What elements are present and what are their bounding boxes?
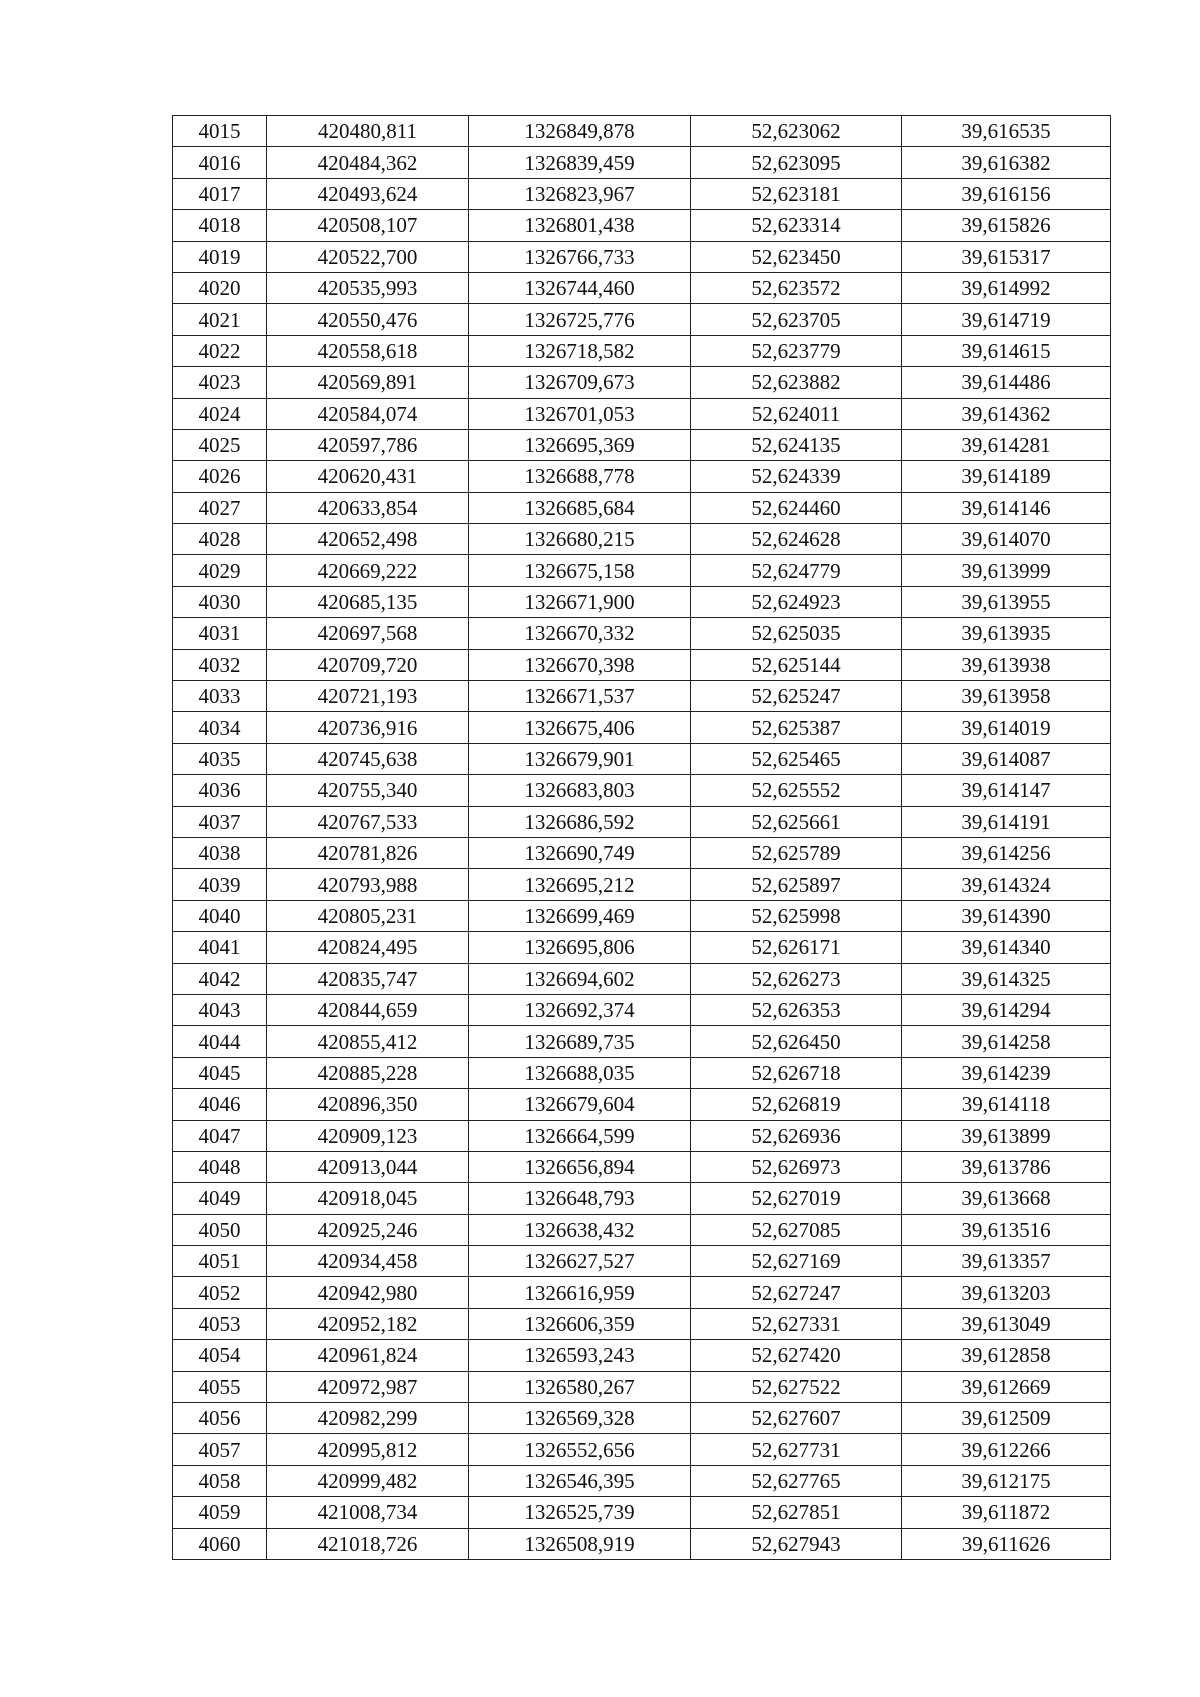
longitude-cell: 39,613899 bbox=[902, 1120, 1111, 1151]
latitude-cell: 52,623450 bbox=[691, 241, 902, 272]
y-coordinate-cell: 1326606,359 bbox=[469, 1308, 691, 1339]
y-coordinate-cell: 1326744,460 bbox=[469, 272, 691, 303]
y-coordinate-cell: 1326766,733 bbox=[469, 241, 691, 272]
table-row bbox=[173, 1434, 1111, 1465]
longitude-cell: 39,614325 bbox=[902, 963, 1111, 994]
latitude-cell: 52,625998 bbox=[691, 900, 902, 931]
x-coordinate-cell: 420855,412 bbox=[267, 1026, 469, 1057]
point-number-cell: 4052 bbox=[173, 1277, 267, 1308]
point-number-cell: 4049 bbox=[173, 1183, 267, 1214]
point-number-cell: 4048 bbox=[173, 1151, 267, 1182]
table-row bbox=[173, 712, 1111, 743]
y-coordinate-cell: 1326638,432 bbox=[469, 1214, 691, 1245]
x-coordinate-cell: 420982,299 bbox=[267, 1403, 469, 1434]
point-number-cell: 4055 bbox=[173, 1371, 267, 1402]
x-coordinate-cell: 420793,988 bbox=[267, 869, 469, 900]
longitude-cell: 39,616156 bbox=[902, 178, 1111, 209]
y-coordinate-cell: 1326695,369 bbox=[469, 429, 691, 460]
point-number-cell: 4029 bbox=[173, 555, 267, 586]
longitude-cell: 39,614362 bbox=[902, 398, 1111, 429]
latitude-cell: 52,625387 bbox=[691, 712, 902, 743]
table-row bbox=[173, 241, 1111, 272]
longitude-cell: 39,615826 bbox=[902, 210, 1111, 241]
latitude-cell: 52,625552 bbox=[691, 775, 902, 806]
y-coordinate-cell: 1326695,806 bbox=[469, 932, 691, 963]
y-coordinate-cell: 1326627,527 bbox=[469, 1246, 691, 1277]
longitude-cell: 39,614294 bbox=[902, 994, 1111, 1025]
longitude-cell: 39,613357 bbox=[902, 1246, 1111, 1277]
latitude-cell: 52,625144 bbox=[691, 649, 902, 680]
longitude-cell: 39,613935 bbox=[902, 618, 1111, 649]
longitude-cell: 39,613955 bbox=[902, 586, 1111, 617]
y-coordinate-cell: 1326686,592 bbox=[469, 806, 691, 837]
latitude-cell: 52,627731 bbox=[691, 1434, 902, 1465]
x-coordinate-cell: 420685,135 bbox=[267, 586, 469, 617]
x-coordinate-cell: 420745,638 bbox=[267, 743, 469, 774]
y-coordinate-cell: 1326616,959 bbox=[469, 1277, 691, 1308]
x-coordinate-cell: 420493,624 bbox=[267, 178, 469, 209]
point-number-cell: 4040 bbox=[173, 900, 267, 931]
x-coordinate-cell: 420909,123 bbox=[267, 1120, 469, 1151]
x-coordinate-cell: 420480,811 bbox=[267, 116, 469, 147]
longitude-cell: 39,615317 bbox=[902, 241, 1111, 272]
point-number-cell: 4017 bbox=[173, 178, 267, 209]
x-coordinate-cell: 420844,659 bbox=[267, 994, 469, 1025]
y-coordinate-cell: 1326695,212 bbox=[469, 869, 691, 900]
latitude-cell: 52,625035 bbox=[691, 618, 902, 649]
y-coordinate-cell: 1326699,469 bbox=[469, 900, 691, 931]
table-row bbox=[173, 1340, 1111, 1371]
longitude-cell: 39,613203 bbox=[902, 1277, 1111, 1308]
longitude-cell: 39,616535 bbox=[902, 116, 1111, 147]
latitude-cell: 52,627851 bbox=[691, 1497, 902, 1528]
latitude-cell: 52,625465 bbox=[691, 743, 902, 774]
table-row bbox=[173, 1057, 1111, 1088]
latitude-cell: 52,623779 bbox=[691, 335, 902, 366]
point-number-cell: 4015 bbox=[173, 116, 267, 147]
x-coordinate-cell: 420535,993 bbox=[267, 272, 469, 303]
point-number-cell: 4026 bbox=[173, 461, 267, 492]
x-coordinate-cell: 420558,618 bbox=[267, 335, 469, 366]
longitude-cell: 39,614189 bbox=[902, 461, 1111, 492]
latitude-cell: 52,623314 bbox=[691, 210, 902, 241]
table-row bbox=[173, 210, 1111, 241]
point-number-cell: 4022 bbox=[173, 335, 267, 366]
point-number-cell: 4044 bbox=[173, 1026, 267, 1057]
longitude-cell: 39,614324 bbox=[902, 869, 1111, 900]
point-number-cell: 4032 bbox=[173, 649, 267, 680]
table-row bbox=[173, 1371, 1111, 1402]
x-coordinate-cell: 421008,734 bbox=[267, 1497, 469, 1528]
longitude-cell: 39,614486 bbox=[902, 367, 1111, 398]
latitude-cell: 52,624923 bbox=[691, 586, 902, 617]
y-coordinate-cell: 1326801,438 bbox=[469, 210, 691, 241]
x-coordinate-cell: 420709,720 bbox=[267, 649, 469, 680]
x-coordinate-cell: 420885,228 bbox=[267, 1057, 469, 1088]
point-number-cell: 4037 bbox=[173, 806, 267, 837]
point-number-cell: 4024 bbox=[173, 398, 267, 429]
table-row bbox=[173, 1183, 1111, 1214]
latitude-cell: 52,623572 bbox=[691, 272, 902, 303]
point-number-cell: 4043 bbox=[173, 994, 267, 1025]
point-number-cell: 4034 bbox=[173, 712, 267, 743]
point-number-cell: 4030 bbox=[173, 586, 267, 617]
x-coordinate-cell: 420896,350 bbox=[267, 1089, 469, 1120]
point-number-cell: 4042 bbox=[173, 963, 267, 994]
point-number-cell: 4053 bbox=[173, 1308, 267, 1339]
table-row bbox=[173, 1308, 1111, 1339]
point-number-cell: 4056 bbox=[173, 1403, 267, 1434]
y-coordinate-cell: 1326688,778 bbox=[469, 461, 691, 492]
longitude-cell: 39,612266 bbox=[902, 1434, 1111, 1465]
table-row bbox=[173, 775, 1111, 806]
x-coordinate-cell: 420550,476 bbox=[267, 304, 469, 335]
x-coordinate-cell: 420569,891 bbox=[267, 367, 469, 398]
longitude-cell: 39,612669 bbox=[902, 1371, 1111, 1402]
point-number-cell: 4057 bbox=[173, 1434, 267, 1465]
y-coordinate-cell: 1326648,793 bbox=[469, 1183, 691, 1214]
table-row bbox=[173, 806, 1111, 837]
y-coordinate-cell: 1326690,749 bbox=[469, 837, 691, 868]
y-coordinate-cell: 1326525,739 bbox=[469, 1497, 691, 1528]
table-row bbox=[173, 524, 1111, 555]
latitude-cell: 52,626819 bbox=[691, 1089, 902, 1120]
point-number-cell: 4016 bbox=[173, 147, 267, 178]
longitude-cell: 39,612858 bbox=[902, 1340, 1111, 1371]
table-row bbox=[173, 837, 1111, 868]
table-row bbox=[173, 586, 1111, 617]
point-number-cell: 4033 bbox=[173, 681, 267, 712]
table-row bbox=[173, 116, 1111, 147]
y-coordinate-cell: 1326692,374 bbox=[469, 994, 691, 1025]
latitude-cell: 52,625247 bbox=[691, 681, 902, 712]
x-coordinate-cell: 420781,826 bbox=[267, 837, 469, 868]
table-row bbox=[173, 1089, 1111, 1120]
point-number-cell: 4036 bbox=[173, 775, 267, 806]
latitude-cell: 52,626171 bbox=[691, 932, 902, 963]
longitude-cell: 39,614239 bbox=[902, 1057, 1111, 1088]
point-number-cell: 4038 bbox=[173, 837, 267, 868]
x-coordinate-cell: 420736,916 bbox=[267, 712, 469, 743]
table-row bbox=[173, 429, 1111, 460]
longitude-cell: 39,613668 bbox=[902, 1183, 1111, 1214]
table-row bbox=[173, 869, 1111, 900]
longitude-cell: 39,612175 bbox=[902, 1465, 1111, 1496]
latitude-cell: 52,625789 bbox=[691, 837, 902, 868]
point-number-cell: 4035 bbox=[173, 743, 267, 774]
table-row bbox=[173, 649, 1111, 680]
latitude-cell: 52,626450 bbox=[691, 1026, 902, 1057]
x-coordinate-cell: 420835,747 bbox=[267, 963, 469, 994]
x-coordinate-cell: 421018,726 bbox=[267, 1528, 469, 1559]
y-coordinate-cell: 1326670,332 bbox=[469, 618, 691, 649]
x-coordinate-cell: 420972,987 bbox=[267, 1371, 469, 1402]
y-coordinate-cell: 1326685,684 bbox=[469, 492, 691, 523]
y-coordinate-cell: 1326656,894 bbox=[469, 1151, 691, 1182]
table-row bbox=[173, 147, 1111, 178]
y-coordinate-cell: 1326508,919 bbox=[469, 1528, 691, 1559]
y-coordinate-cell: 1326725,776 bbox=[469, 304, 691, 335]
x-coordinate-cell: 420918,045 bbox=[267, 1183, 469, 1214]
x-coordinate-cell: 420952,182 bbox=[267, 1308, 469, 1339]
longitude-cell: 39,614019 bbox=[902, 712, 1111, 743]
y-coordinate-cell: 1326664,599 bbox=[469, 1120, 691, 1151]
x-coordinate-cell: 420961,824 bbox=[267, 1340, 469, 1371]
x-coordinate-cell: 420584,074 bbox=[267, 398, 469, 429]
latitude-cell: 52,627169 bbox=[691, 1246, 902, 1277]
latitude-cell: 52,624460 bbox=[691, 492, 902, 523]
y-coordinate-cell: 1326675,406 bbox=[469, 712, 691, 743]
y-coordinate-cell: 1326718,582 bbox=[469, 335, 691, 366]
longitude-cell: 39,614340 bbox=[902, 932, 1111, 963]
longitude-cell: 39,614992 bbox=[902, 272, 1111, 303]
y-coordinate-cell: 1326849,878 bbox=[469, 116, 691, 147]
latitude-cell: 52,623705 bbox=[691, 304, 902, 335]
point-number-cell: 4058 bbox=[173, 1465, 267, 1496]
longitude-cell: 39,613938 bbox=[902, 649, 1111, 680]
table-row bbox=[173, 932, 1111, 963]
longitude-cell: 39,613786 bbox=[902, 1151, 1111, 1182]
latitude-cell: 52,626718 bbox=[691, 1057, 902, 1088]
longitude-cell: 39,612509 bbox=[902, 1403, 1111, 1434]
table-row bbox=[173, 1465, 1111, 1496]
y-coordinate-cell: 1326546,395 bbox=[469, 1465, 691, 1496]
longitude-cell: 39,614146 bbox=[902, 492, 1111, 523]
latitude-cell: 52,624011 bbox=[691, 398, 902, 429]
longitude-cell: 39,614256 bbox=[902, 837, 1111, 868]
latitude-cell: 52,624779 bbox=[691, 555, 902, 586]
table-row bbox=[173, 367, 1111, 398]
x-coordinate-cell: 420597,786 bbox=[267, 429, 469, 460]
longitude-cell: 39,611626 bbox=[902, 1528, 1111, 1559]
point-number-cell: 4031 bbox=[173, 618, 267, 649]
point-number-cell: 4051 bbox=[173, 1246, 267, 1277]
table-row bbox=[173, 963, 1111, 994]
latitude-cell: 52,625661 bbox=[691, 806, 902, 837]
point-number-cell: 4023 bbox=[173, 367, 267, 398]
point-number-cell: 4020 bbox=[173, 272, 267, 303]
table-row bbox=[173, 1528, 1111, 1559]
table-row bbox=[173, 398, 1111, 429]
y-coordinate-cell: 1326839,459 bbox=[469, 147, 691, 178]
latitude-cell: 52,623062 bbox=[691, 116, 902, 147]
x-coordinate-cell: 420697,568 bbox=[267, 618, 469, 649]
y-coordinate-cell: 1326679,604 bbox=[469, 1089, 691, 1120]
latitude-cell: 52,626973 bbox=[691, 1151, 902, 1182]
y-coordinate-cell: 1326679,901 bbox=[469, 743, 691, 774]
y-coordinate-cell: 1326688,035 bbox=[469, 1057, 691, 1088]
longitude-cell: 39,614258 bbox=[902, 1026, 1111, 1057]
x-coordinate-cell: 420484,362 bbox=[267, 147, 469, 178]
latitude-cell: 52,627019 bbox=[691, 1183, 902, 1214]
table-row bbox=[173, 1151, 1111, 1182]
y-coordinate-cell: 1326683,803 bbox=[469, 775, 691, 806]
point-number-cell: 4027 bbox=[173, 492, 267, 523]
y-coordinate-cell: 1326671,537 bbox=[469, 681, 691, 712]
latitude-cell: 52,623095 bbox=[691, 147, 902, 178]
point-number-cell: 4060 bbox=[173, 1528, 267, 1559]
table-row bbox=[173, 335, 1111, 366]
table-row bbox=[173, 743, 1111, 774]
point-number-cell: 4018 bbox=[173, 210, 267, 241]
latitude-cell: 52,627607 bbox=[691, 1403, 902, 1434]
point-number-cell: 4025 bbox=[173, 429, 267, 460]
coordinates-table bbox=[172, 115, 1111, 1560]
y-coordinate-cell: 1326671,900 bbox=[469, 586, 691, 617]
y-coordinate-cell: 1326694,602 bbox=[469, 963, 691, 994]
point-number-cell: 4059 bbox=[173, 1497, 267, 1528]
x-coordinate-cell: 420669,222 bbox=[267, 555, 469, 586]
table-row bbox=[173, 178, 1111, 209]
longitude-cell: 39,614087 bbox=[902, 743, 1111, 774]
longitude-cell: 39,614147 bbox=[902, 775, 1111, 806]
table-row bbox=[173, 1277, 1111, 1308]
latitude-cell: 52,623181 bbox=[691, 178, 902, 209]
table-row bbox=[173, 461, 1111, 492]
longitude-cell: 39,611872 bbox=[902, 1497, 1111, 1528]
x-coordinate-cell: 420652,498 bbox=[267, 524, 469, 555]
x-coordinate-cell: 420999,482 bbox=[267, 1465, 469, 1496]
y-coordinate-cell: 1326701,053 bbox=[469, 398, 691, 429]
x-coordinate-cell: 420633,854 bbox=[267, 492, 469, 523]
table-row bbox=[173, 272, 1111, 303]
table-row bbox=[173, 681, 1111, 712]
y-coordinate-cell: 1326675,158 bbox=[469, 555, 691, 586]
latitude-cell: 52,627420 bbox=[691, 1340, 902, 1371]
latitude-cell: 52,626273 bbox=[691, 963, 902, 994]
table-row bbox=[173, 1214, 1111, 1245]
longitude-cell: 39,614390 bbox=[902, 900, 1111, 931]
table-row bbox=[173, 900, 1111, 931]
latitude-cell: 52,627085 bbox=[691, 1214, 902, 1245]
table-row bbox=[173, 555, 1111, 586]
latitude-cell: 52,626353 bbox=[691, 994, 902, 1025]
y-coordinate-cell: 1326680,215 bbox=[469, 524, 691, 555]
latitude-cell: 52,623882 bbox=[691, 367, 902, 398]
coordinates-table-body bbox=[173, 116, 1111, 1560]
x-coordinate-cell: 420995,812 bbox=[267, 1434, 469, 1465]
longitude-cell: 39,613999 bbox=[902, 555, 1111, 586]
point-number-cell: 4028 bbox=[173, 524, 267, 555]
latitude-cell: 52,624339 bbox=[691, 461, 902, 492]
x-coordinate-cell: 420824,495 bbox=[267, 932, 469, 963]
latitude-cell: 52,627247 bbox=[691, 1277, 902, 1308]
point-number-cell: 4050 bbox=[173, 1214, 267, 1245]
latitude-cell: 52,627765 bbox=[691, 1465, 902, 1496]
latitude-cell: 52,627943 bbox=[691, 1528, 902, 1559]
x-coordinate-cell: 420721,193 bbox=[267, 681, 469, 712]
point-number-cell: 4047 bbox=[173, 1120, 267, 1151]
x-coordinate-cell: 420508,107 bbox=[267, 210, 469, 241]
table-row bbox=[173, 304, 1111, 335]
point-number-cell: 4046 bbox=[173, 1089, 267, 1120]
table-row bbox=[173, 618, 1111, 649]
latitude-cell: 52,627331 bbox=[691, 1308, 902, 1339]
table-row bbox=[173, 1246, 1111, 1277]
longitude-cell: 39,613516 bbox=[902, 1214, 1111, 1245]
table-row bbox=[173, 1497, 1111, 1528]
latitude-cell: 52,627522 bbox=[691, 1371, 902, 1402]
point-number-cell: 4021 bbox=[173, 304, 267, 335]
x-coordinate-cell: 420913,044 bbox=[267, 1151, 469, 1182]
latitude-cell: 52,626936 bbox=[691, 1120, 902, 1151]
y-coordinate-cell: 1326552,656 bbox=[469, 1434, 691, 1465]
y-coordinate-cell: 1326670,398 bbox=[469, 649, 691, 680]
point-number-cell: 4045 bbox=[173, 1057, 267, 1088]
x-coordinate-cell: 420755,340 bbox=[267, 775, 469, 806]
point-number-cell: 4054 bbox=[173, 1340, 267, 1371]
longitude-cell: 39,614070 bbox=[902, 524, 1111, 555]
latitude-cell: 52,625897 bbox=[691, 869, 902, 900]
longitude-cell: 39,614615 bbox=[902, 335, 1111, 366]
table-row bbox=[173, 1120, 1111, 1151]
x-coordinate-cell: 420925,246 bbox=[267, 1214, 469, 1245]
x-coordinate-cell: 420620,431 bbox=[267, 461, 469, 492]
y-coordinate-cell: 1326689,735 bbox=[469, 1026, 691, 1057]
x-coordinate-cell: 420522,700 bbox=[267, 241, 469, 272]
table-row bbox=[173, 994, 1111, 1025]
y-coordinate-cell: 1326593,243 bbox=[469, 1340, 691, 1371]
longitude-cell: 39,614118 bbox=[902, 1089, 1111, 1120]
x-coordinate-cell: 420934,458 bbox=[267, 1246, 469, 1277]
table-row bbox=[173, 492, 1111, 523]
y-coordinate-cell: 1326823,967 bbox=[469, 178, 691, 209]
longitude-cell: 39,614281 bbox=[902, 429, 1111, 460]
longitude-cell: 39,614719 bbox=[902, 304, 1111, 335]
y-coordinate-cell: 1326569,328 bbox=[469, 1403, 691, 1434]
table-row bbox=[173, 1026, 1111, 1057]
x-coordinate-cell: 420767,533 bbox=[267, 806, 469, 837]
point-number-cell: 4019 bbox=[173, 241, 267, 272]
point-number-cell: 4039 bbox=[173, 869, 267, 900]
longitude-cell: 39,614191 bbox=[902, 806, 1111, 837]
latitude-cell: 52,624628 bbox=[691, 524, 902, 555]
x-coordinate-cell: 420942,980 bbox=[267, 1277, 469, 1308]
table-row bbox=[173, 1403, 1111, 1434]
longitude-cell: 39,613049 bbox=[902, 1308, 1111, 1339]
longitude-cell: 39,613958 bbox=[902, 681, 1111, 712]
y-coordinate-cell: 1326709,673 bbox=[469, 367, 691, 398]
latitude-cell: 52,624135 bbox=[691, 429, 902, 460]
y-coordinate-cell: 1326580,267 bbox=[469, 1371, 691, 1402]
point-number-cell: 4041 bbox=[173, 932, 267, 963]
x-coordinate-cell: 420805,231 bbox=[267, 900, 469, 931]
longitude-cell: 39,616382 bbox=[902, 147, 1111, 178]
